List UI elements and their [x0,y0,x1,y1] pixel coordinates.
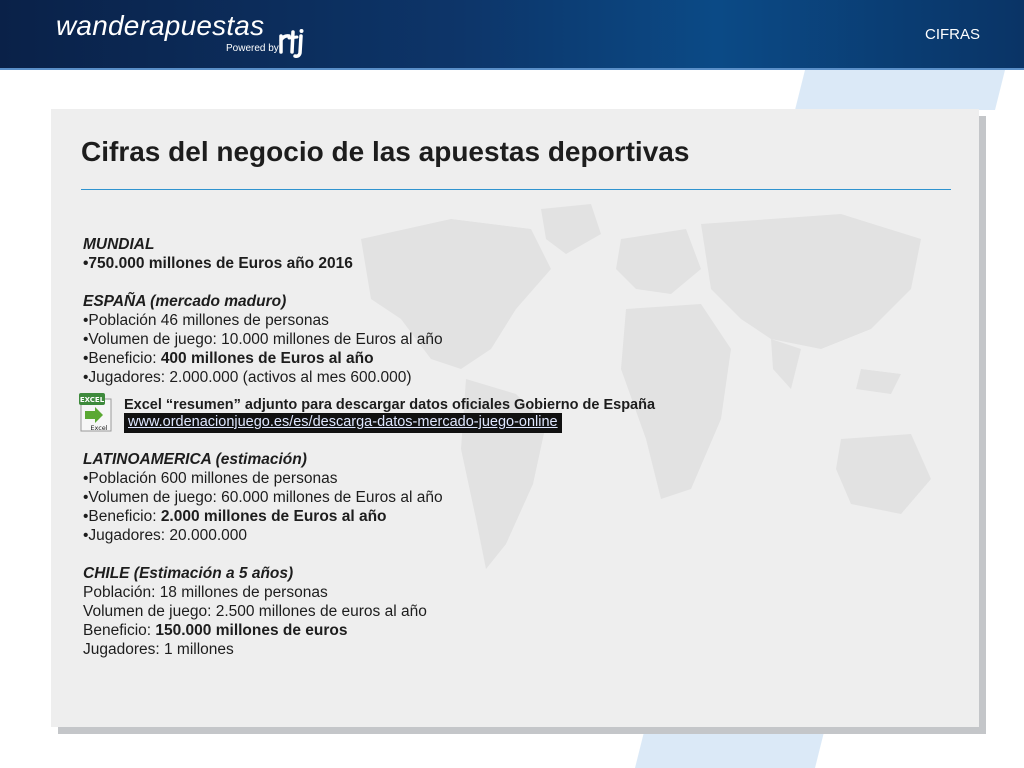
section-label: CIFRAS [924,26,980,43]
latam-beneficio [83,507,943,526]
content-card [51,109,979,727]
mundial-item: •750.000 millones de Euros año 2016 [83,255,353,272]
chile-beneficio-label: Beneficio: [83,622,156,639]
chile-volumen: Volumen de juego: 2.500 millones de euros al año [83,603,427,620]
latam-heading: LATINOAMERICA (estimación) [83,451,307,468]
content-body [79,235,943,659]
espana-poblacion: •Población 46 millones de personas [83,312,329,329]
decorative-stripe [635,728,825,768]
brand-logo-text: wanderapuestas [56,10,265,41]
espana-heading: ESPAÑA (mercado maduro) [83,293,287,310]
chile-jugadores: Jugadores: 1 millones [83,641,234,658]
espana-jugadores: •Jugadores: 2.000.000 (activos al mes 600.000) [83,369,412,386]
chile-poblacion: Población: 18 millones de personas [83,584,328,601]
chile-beneficio [83,621,943,640]
page-title: Cifras del negocio de las apuestas deportivas [81,136,690,167]
header-bar [0,0,1024,70]
title-divider [81,189,951,190]
excel-download-row [79,393,943,445]
espana-beneficio [83,349,943,368]
latam-volumen: •Volumen de juego: 60.000 millones de Euros al año [83,489,443,506]
powered-by-label: Powered by [226,43,279,54]
excel-description: Excel “resumen” adjunto para descargar datos oficiales Gobierno de España [124,397,656,413]
espana-beneficio-value: 400 millones de Euros al año [160,350,374,367]
mundial-heading: MUNDIAL [83,236,155,253]
latam-jugadores: •Jugadores: 20.000.000 [83,527,247,544]
chile-heading: CHILE (Estimación a 5 años) [83,565,294,582]
chile-beneficio-value: 150.000 millones de euros [155,622,348,639]
excel-file-icon[interactable] [79,393,117,433]
download-link[interactable]: www.ordenacionjuego.es/es/descarga-datos-mercado-juego-online [124,413,562,433]
decorative-stripe [795,70,1005,110]
espana-beneficio-label: •Beneficio: [83,350,161,367]
espana-volumen: •Volumen de juego: 10.000 millones de Euros al año [83,331,443,348]
latam-beneficio-value: 2.000 millones de Euros al año [160,508,387,525]
excel-icon-label: EXCEL [79,396,105,404]
latam-poblacion: •Población 600 millones de personas [83,470,338,487]
partner-logo-icon [278,26,306,58]
latam-beneficio-label: •Beneficio: [83,508,161,525]
excel-icon-sublabel: Excel [90,424,108,432]
